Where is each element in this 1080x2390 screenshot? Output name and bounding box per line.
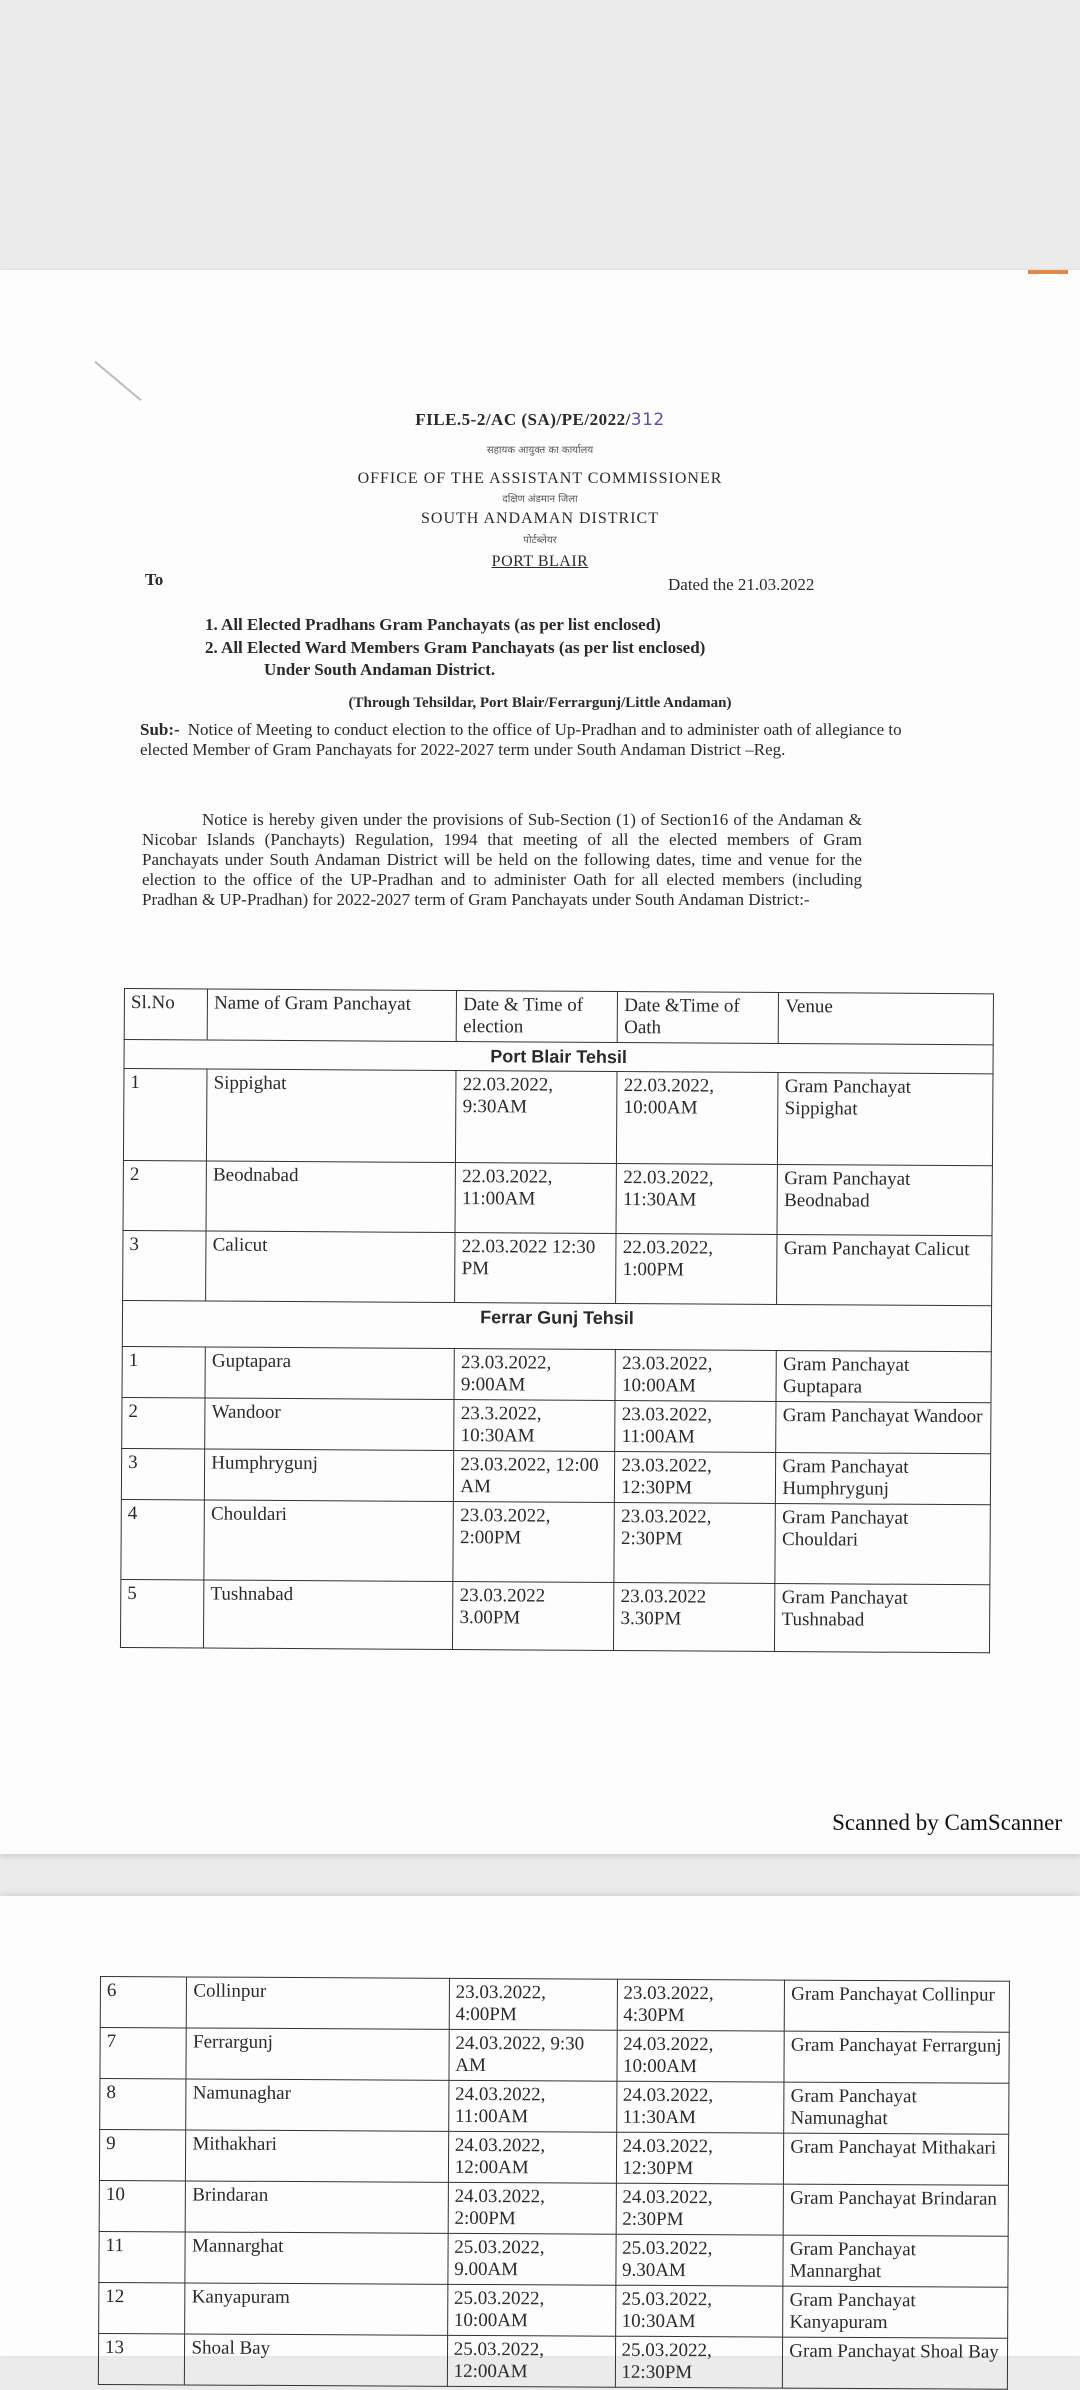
cell-venue: Gram Panchayat Kanyapuram xyxy=(783,2286,1008,2338)
cell-election: 23.03.2022, 4:00PM xyxy=(449,1978,617,2030)
cell-panchayat: Mannarghat xyxy=(185,2232,448,2284)
table-row xyxy=(99,2282,1008,2338)
cell-oath: 24.03.2022, 11:30AM xyxy=(616,2081,784,2133)
table-row xyxy=(121,1448,990,1504)
cell-slno: 2 xyxy=(123,1160,207,1231)
cell-oath: 23.03.2022, 10:00AM xyxy=(615,1350,776,1402)
cell-election: 24.03.2022, 2:00PM xyxy=(448,2182,616,2234)
cell-venue: Gram Panchayat Humphrygunj xyxy=(776,1452,991,1504)
cell-oath: 23.03.2022, 11:00AM xyxy=(615,1401,776,1453)
cell-panchayat: Calicut xyxy=(206,1231,456,1303)
cell-oath: 22.03.2022, 10:00AM xyxy=(617,1072,779,1165)
city-hindi: पोर्टब्लेयर xyxy=(523,535,557,546)
cell-venue: Gram Panchayat Brindaran xyxy=(783,2184,1008,2236)
section-title: Port Blair Tehsil xyxy=(124,1040,993,1074)
cell-slno: 11 xyxy=(99,2231,186,2282)
cell-panchayat: Sippighat xyxy=(207,1069,457,1163)
cell-venue: Gram Panchayat Beodnabad xyxy=(777,1164,992,1235)
table-row xyxy=(121,1499,990,1584)
cell-election: 24.03.2022, 12:00AM xyxy=(448,2131,616,2183)
schedule-table-continued xyxy=(98,1976,1010,2390)
table-row xyxy=(100,1977,1009,2033)
to-label: To xyxy=(145,570,164,589)
cell-election: 25.03.2022, 9.00AM xyxy=(448,2233,616,2285)
section-row xyxy=(122,1300,991,1351)
header-panchayat: Name of Gram Panchayat xyxy=(207,989,456,1042)
cell-oath: 24.03.2022, 10:00AM xyxy=(616,2030,784,2082)
cell-slno: 1 xyxy=(122,1346,205,1398)
table-row xyxy=(122,1397,991,1453)
section-title: Ferrar Gunj Tehsil xyxy=(122,1300,991,1351)
cell-oath: 22.03.2022, 1:00PM xyxy=(616,1234,777,1305)
file-number-handwritten: 312 xyxy=(630,410,665,430)
cell-slno: 7 xyxy=(100,2028,187,2079)
cell-panchayat: Kanyapuram xyxy=(185,2283,448,2335)
document-page-2 xyxy=(0,1896,1080,2384)
cell-venue: Gram Panchayat Wandoor xyxy=(776,1401,991,1453)
cell-slno: 12 xyxy=(99,2282,186,2333)
cell-election: 24.03.2022, 9:30 AM xyxy=(449,2029,617,2081)
cell-panchayat: Chouldari xyxy=(204,1500,454,1582)
district-title: SOUTH ANDAMAN DISTRICT xyxy=(420,510,659,527)
cell-panchayat: Collinpur xyxy=(187,1977,450,2029)
schedule-table xyxy=(120,988,994,1653)
table-row xyxy=(99,2180,1008,2236)
cell-oath: 23.03.2022, 4:30PM xyxy=(617,1979,785,2031)
cell-venue: Gram Panchayat Ferrargunj xyxy=(784,2031,1009,2083)
table-row xyxy=(123,1069,993,1166)
cell-venue: Gram Panchayat Collinpur xyxy=(785,1980,1010,2032)
cell-election: 22.03.2022, 9:30AM xyxy=(456,1071,618,1164)
table-row xyxy=(98,2333,1007,2389)
file-number xyxy=(0,410,1080,430)
cell-venue: Gram Panchayat Calicut xyxy=(777,1234,992,1305)
cell-election: 22.03.2022, 11:00AM xyxy=(455,1163,616,1234)
table-row xyxy=(122,1346,991,1402)
office-title: OFFICE OF THE ASSISTANT COMMISSIONER xyxy=(357,470,723,487)
cell-oath: 23.03.2022, 2:30PM xyxy=(614,1503,776,1584)
cell-panchayat: Namunaghar xyxy=(186,2079,449,2131)
cell-election: 23.3.2022, 10:30AM xyxy=(454,1400,615,1452)
notice-paragraph: Notice is hereby given under the provisions of Sub-Section (1) of Section16 of the Andaman & Nicobar Islands (Panchayts) Regulation, 1994 that meeting of all the elected members of Gram Panchayats under South Andaman District will be held on the following dates, time and venue for the election to the office of the UP-Pradhan and to administer Oath for all elected members (including Pradhan & UP-Pradhan) for 2022-2027 term of Gram Panchayats under South Andaman District:- xyxy=(142,810,862,909)
table-header-row xyxy=(124,989,993,1045)
table-row xyxy=(99,2231,1008,2287)
cell-panchayat: Brindaran xyxy=(186,2181,449,2233)
through-line: (Through Tehsildar, Port Blair/Ferrargunj/Little Andaman) xyxy=(348,695,732,711)
cell-oath: 23.03.2022, 12:30PM xyxy=(615,1452,776,1504)
table-row xyxy=(100,2079,1009,2135)
cell-slno: 4 xyxy=(121,1499,205,1580)
file-number-text: FILE.5-2/AC (SA)/PE/2022/ xyxy=(415,410,631,429)
district-hindi: दक्षिण अंडमान जिला xyxy=(502,494,578,505)
cell-slno: 5 xyxy=(120,1579,204,1648)
cell-election: 23.03.2022, 12:00 AM xyxy=(454,1451,615,1503)
cell-election: 23.03.2022, 9:00AM xyxy=(454,1349,615,1401)
cell-venue: Gram Panchayat Guptapara xyxy=(776,1350,991,1402)
cell-oath: 23.03.2022 3.30PM xyxy=(614,1583,775,1652)
cell-slno: 3 xyxy=(123,1230,207,1301)
addressee-1: 1. All Elected Pradhans Gram Panchayats (as per list enclosed) xyxy=(205,615,661,634)
cell-venue: Gram Panchayat Shoal Bay xyxy=(783,2337,1008,2389)
cell-venue: Gram Panchayat Mannarghat xyxy=(783,2235,1008,2287)
cell-oath: 24.03.2022, 12:30PM xyxy=(616,2132,784,2184)
table-row xyxy=(123,1160,992,1235)
dated-line: Dated the 21.03.2022 xyxy=(668,575,815,594)
addressee-2: 2. All Elected Ward Members Gram Panchayats (as per list enclosed) xyxy=(205,638,706,657)
cell-venue: Gram Panchayat Tushnabad xyxy=(775,1583,990,1652)
cell-venue: Gram Panchayat Sippighat xyxy=(778,1072,993,1165)
cell-election: 25.03.2022, 10:00AM xyxy=(447,2284,615,2336)
cell-panchayat: Mithakhari xyxy=(186,2130,449,2182)
cell-oath: 25.03.2022, 9.30AM xyxy=(615,2234,783,2286)
cell-panchayat: Humphrygunj xyxy=(205,1449,454,1502)
header-slno: Sl.No xyxy=(124,989,207,1041)
addressee-3: Under South Andaman District. xyxy=(264,660,496,679)
cell-slno: 13 xyxy=(98,2333,185,2384)
cell-election: 22.03.2022 12:30 PM xyxy=(455,1233,616,1304)
cell-panchayat: Ferrargunj xyxy=(186,2028,449,2080)
cell-venue: Gram Panchayat Namunaghat xyxy=(784,2082,1009,2134)
cell-oath: 22.03.2022, 11:30AM xyxy=(616,1164,777,1235)
cell-election: 23.03.2022, 2:00PM xyxy=(453,1502,615,1583)
scan-scuff xyxy=(94,361,141,401)
cell-oath: 25.03.2022, 12:30PM xyxy=(615,2336,783,2388)
header-election: Date & Time of election xyxy=(457,991,618,1043)
city-title: PORT BLAIR xyxy=(491,553,589,570)
cell-panchayat: Guptapara xyxy=(205,1347,454,1400)
cell-venue: Gram Panchayat Chouldari xyxy=(775,1503,990,1584)
cell-slno: 1 xyxy=(123,1069,207,1162)
cell-slno: 2 xyxy=(122,1397,205,1449)
cell-oath: 24.03.2022, 2:30PM xyxy=(616,2183,784,2235)
corner-mark xyxy=(1028,270,1068,274)
cell-slno: 6 xyxy=(100,1977,187,2028)
cell-election: 23.03.2022 3.00PM xyxy=(453,1582,614,1651)
table-row xyxy=(120,1579,989,1652)
subject-text: Notice of Meeting to conduct election to the office of Up-Pradhan and to administer oath of allegiance to elected Member of Gram Panchayats for 2022-2027 term under South Andaman District –Reg. xyxy=(140,720,902,759)
document-page-1 xyxy=(0,270,1080,1854)
cell-election: 24.03.2022, 11:00AM xyxy=(448,2080,616,2132)
cell-election: 25.03.2022, 12:00AM xyxy=(447,2335,615,2387)
cell-oath: 25.03.2022, 10:30AM xyxy=(615,2285,783,2337)
table-row xyxy=(123,1230,992,1305)
subject-label: Sub:- xyxy=(140,720,180,739)
cell-panchayat: Tushnabad xyxy=(204,1580,454,1650)
table-row xyxy=(100,2028,1009,2084)
table-row xyxy=(99,2130,1008,2186)
cell-panchayat: Beodnabad xyxy=(206,1161,456,1233)
office-hindi: सहायक आयुक्त का कार्यालय xyxy=(486,445,594,456)
header-oath: Date &Time of Oath xyxy=(618,992,779,1044)
header-venue: Venue xyxy=(779,993,994,1045)
cell-slno: 9 xyxy=(99,2130,186,2181)
scanner-watermark: Scanned by CamScanner xyxy=(832,1810,1062,1835)
cell-venue: Gram Panchayat Mithakari xyxy=(784,2133,1009,2185)
cell-slno: 3 xyxy=(121,1448,204,1500)
cell-slno: 10 xyxy=(99,2180,186,2231)
cell-panchayat: Shoal Bay xyxy=(185,2334,448,2386)
subject xyxy=(140,720,915,760)
cell-slno: 8 xyxy=(100,2079,187,2130)
cell-panchayat: Wandoor xyxy=(205,1398,454,1451)
